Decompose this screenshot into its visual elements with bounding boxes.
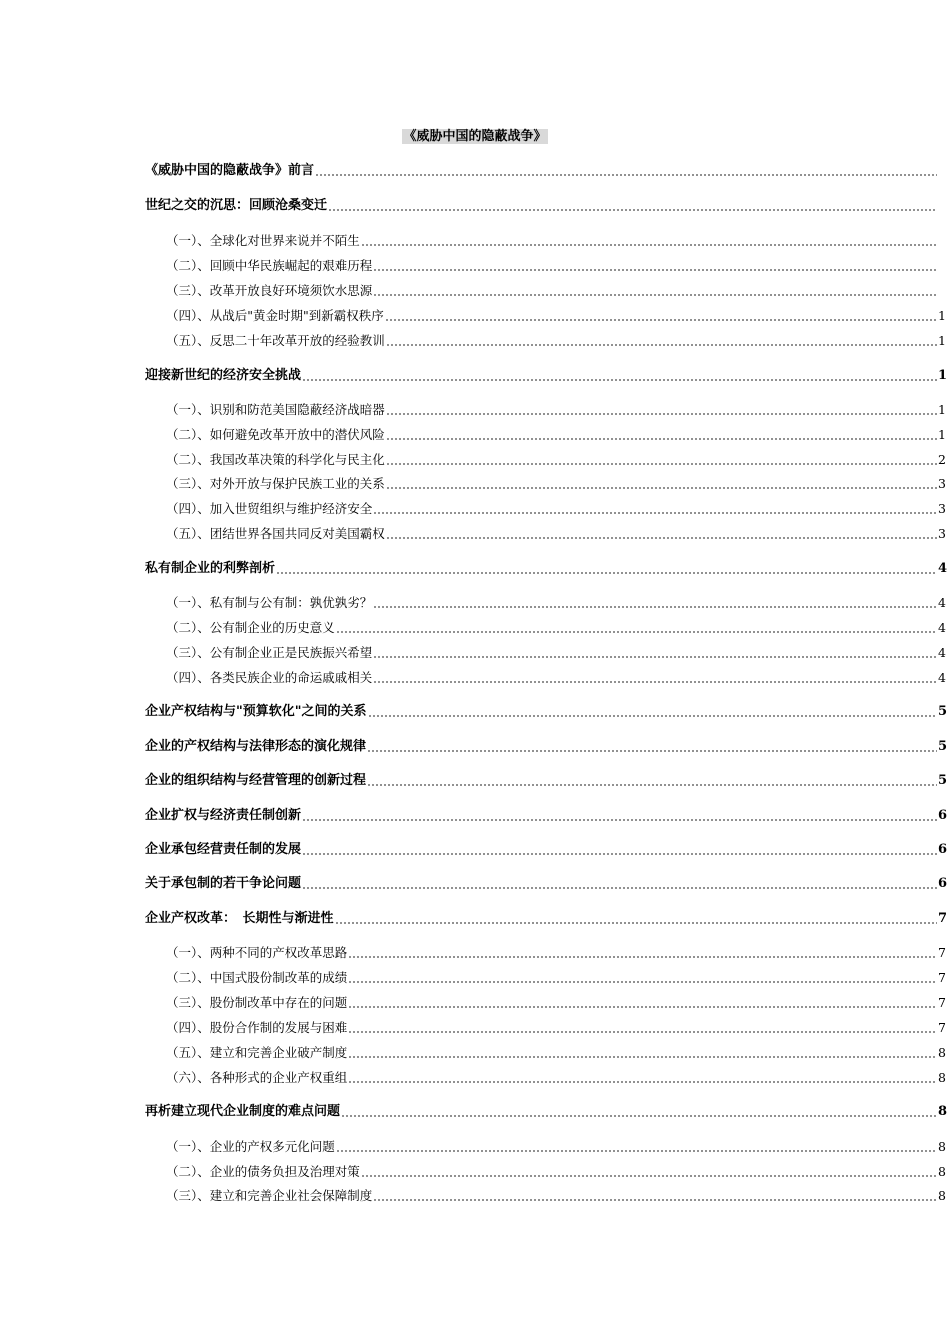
toc-entry-title: （五）、反思二十年改革开放的经验教训	[166, 333, 385, 348]
toc-chapter-entry[interactable]	[145, 873, 950, 893]
toc-dot-leader	[373, 606, 937, 608]
toc-chapter-entry[interactable]	[145, 1101, 950, 1121]
toc-entry-title: 世纪之交的沉思：回顾沧桑变迁	[145, 198, 328, 213]
toc-page-number: 1	[938, 402, 946, 417]
toc-entry-title: （二）、中国式股份制改革的成绩	[166, 970, 348, 985]
toc-dot-leader	[348, 1031, 937, 1033]
toc-chapter-entry[interactable]	[145, 558, 950, 578]
toc-section-entry[interactable]	[166, 1136, 950, 1156]
toc-entry-title: 企业承包经营责任制的发展	[145, 842, 302, 857]
document-title	[0, 128, 950, 146]
toc-entry-title: （三）、股份制改革中存在的问题	[166, 995, 348, 1010]
toc-page-number: 4	[938, 620, 946, 635]
toc-dot-leader	[348, 981, 937, 983]
toc-dot-leader	[386, 344, 937, 346]
toc-page-number: 1	[938, 427, 946, 442]
toc-dot-leader	[373, 294, 937, 296]
toc-entry-title: （一）、两种不同的产权改革思路	[166, 945, 348, 960]
toc-page-number: 7	[938, 970, 946, 985]
toc-dot-leader	[302, 853, 937, 855]
toc-dot-leader	[302, 379, 937, 381]
toc-dot-leader	[361, 1175, 937, 1177]
toc-page-number: 8	[938, 1045, 946, 1060]
toc-dot-leader	[373, 512, 937, 514]
toc-page-number: 6	[938, 808, 948, 823]
toc-entry-title: 企业产权结构与"预算软化"之间的关系	[145, 704, 367, 719]
toc-page-number: 7	[938, 1020, 946, 1035]
toc-entry-title: （二）、如何避免改革开放中的潜伏风险	[166, 427, 385, 442]
toc-entry-title: （一）、全球化对世界来说并不陌生	[166, 233, 360, 248]
toc-dot-leader	[348, 1081, 937, 1083]
toc-page-number: 7	[938, 911, 948, 926]
toc-page-number: 8	[938, 1070, 946, 1085]
toc-dot-leader	[336, 631, 937, 633]
toc-entry-title: 企业扩权与经济责任制创新	[145, 808, 302, 823]
toc-section-entry[interactable]	[166, 967, 950, 987]
toc-page-number: 2	[938, 452, 946, 467]
toc-section-entry[interactable]	[166, 473, 950, 493]
toc-entry-title: 企业的产权结构与法律形态的演化规律	[145, 739, 367, 754]
toc-entry-title: （三）、对外开放与保护民族工业的关系	[166, 476, 385, 491]
toc-dot-leader	[276, 572, 937, 574]
toc-section-entry[interactable]	[166, 498, 950, 518]
toc-chapter-entry[interactable]	[145, 160, 950, 180]
toc-page-number: 4	[938, 561, 948, 576]
toc-page-number: 1	[938, 333, 946, 348]
toc-section-entry[interactable]	[166, 424, 950, 444]
toc-dot-leader	[361, 244, 937, 246]
toc-page-number: 8	[938, 1139, 946, 1154]
toc-page-number: 1	[938, 308, 946, 323]
toc-chapter-entry[interactable]	[145, 195, 950, 215]
toc-section-entry[interactable]	[166, 667, 950, 687]
toc-dot-leader	[373, 681, 937, 683]
toc-section-entry[interactable]	[166, 642, 950, 662]
toc-section-entry[interactable]	[166, 942, 950, 962]
toc-section-entry[interactable]	[166, 330, 950, 350]
toc-entry-title: （一）、识别和防范美国隐蔽经济战暗器	[166, 402, 385, 417]
toc-entry-title: （四）、股份合作制的发展与困难	[166, 1020, 348, 1035]
toc-page-number: 8	[938, 1188, 946, 1203]
toc-section-entry[interactable]	[166, 449, 950, 469]
toc-dot-leader	[348, 956, 937, 958]
toc-chapter-entry[interactable]	[145, 839, 950, 859]
toc-page-number: 4	[938, 595, 946, 610]
toc-dot-leader	[302, 887, 937, 889]
toc-section-entry[interactable]	[166, 1185, 950, 1205]
toc-entry-title: 企业的组织结构与经营管理的创新过程	[145, 773, 367, 788]
toc-dot-leader	[341, 1115, 937, 1117]
toc-section-entry[interactable]	[166, 255, 950, 275]
toc-dot-leader	[373, 269, 937, 271]
toc-dot-leader	[386, 413, 937, 415]
toc-page-number: 5	[938, 704, 948, 719]
toc-section-entry[interactable]	[166, 1042, 950, 1062]
toc-entry-title: 《威胁中国的隐蔽战争》前言	[145, 163, 315, 178]
toc-chapter-entry[interactable]	[145, 701, 950, 721]
toc-page-number: 6	[938, 876, 948, 891]
toc-chapter-entry[interactable]	[145, 736, 950, 756]
toc-dot-leader	[315, 174, 937, 176]
toc-dot-leader	[373, 1199, 937, 1201]
toc-section-entry[interactable]	[166, 592, 950, 612]
toc-entry-title: （六）、各种形式的企业产权重组	[166, 1070, 348, 1085]
toc-dot-leader	[367, 784, 937, 786]
document-title-text: 《威胁中国的隐蔽战争》	[403, 129, 547, 144]
toc-entry-title: （三）、改革开放良好环境须饮水思源	[166, 283, 373, 298]
toc-dot-leader	[348, 1056, 937, 1058]
toc-page-number: 7	[938, 945, 946, 960]
toc-dot-leader	[386, 463, 937, 465]
toc-chapter-entry[interactable]	[145, 805, 950, 825]
toc-chapter-entry[interactable]	[145, 365, 950, 385]
toc-dot-leader	[367, 750, 937, 752]
toc-dot-leader	[373, 656, 937, 658]
toc-entry-title: 私有制企业的利弊剖析	[145, 561, 276, 576]
toc-dot-leader	[385, 319, 937, 321]
toc-dot-leader	[386, 487, 937, 489]
toc-section-entry[interactable]	[166, 617, 950, 637]
toc-dot-leader	[368, 715, 937, 717]
toc-dot-leader	[386, 537, 937, 539]
toc-section-entry[interactable]	[166, 1161, 950, 1181]
toc-page-number: 3	[938, 526, 946, 541]
toc-page-number: 5	[938, 773, 948, 788]
toc-entry-title: （三）、公有制企业正是民族振兴希望	[166, 645, 373, 660]
toc-entry-title: （四）、从战后"黄金时期"到新霸权秩序	[166, 308, 384, 323]
toc-chapter-entry[interactable]	[145, 908, 950, 928]
toc-entry-title: 企业产权改革： 长期性与渐进性	[145, 911, 334, 926]
toc-section-entry[interactable]	[166, 1017, 950, 1037]
toc-entry-title: （一）、企业的产权多元化问题	[166, 1139, 335, 1154]
toc-entry-title: （五）、团结世界各国共同反对美国霸权	[166, 526, 385, 541]
toc-dot-leader	[302, 819, 937, 821]
toc-entry-title: 关于承包制的若干争论问题	[145, 876, 302, 891]
toc-dot-leader	[328, 209, 937, 211]
toc-page-number: 6	[938, 842, 948, 857]
toc-entry-title: （二）、企业的债务负担及治理对策	[166, 1164, 360, 1179]
toc-page-number: 5	[938, 739, 948, 754]
toc-dot-leader	[386, 438, 937, 440]
toc-entry-title: （二）、公有制企业的历史意义	[166, 620, 335, 635]
toc-page-number: 7	[938, 995, 946, 1010]
toc-section-entry[interactable]	[166, 399, 950, 419]
toc-section-entry[interactable]	[166, 305, 950, 325]
toc-page-number: 8	[938, 1164, 946, 1179]
toc-entry-title: （四）、各类民族企业的命运戚戚相关	[166, 670, 373, 685]
toc-entry-title: （四）、加入世贸组织与维护经济安全	[166, 501, 373, 516]
toc-dot-leader	[336, 1150, 937, 1152]
toc-entry-title: （三）、建立和完善企业社会保障制度	[166, 1188, 373, 1203]
toc-page-number: 3	[938, 501, 946, 516]
toc-dot-leader	[348, 1006, 937, 1008]
toc-dot-leader	[335, 922, 937, 924]
toc-page-number: 4	[938, 670, 946, 685]
toc-entry-title: （一）、私有制与公有制：孰优孰劣？	[166, 595, 373, 610]
toc-section-entry[interactable]	[166, 280, 950, 300]
toc-entry-title: （五）、建立和完善企业破产制度	[166, 1045, 348, 1060]
toc-entry-title: 再析建立现代企业制度的难点问题	[145, 1104, 341, 1119]
toc-page-number: 8	[938, 1104, 948, 1119]
toc-section-entry[interactable]	[166, 992, 950, 1012]
toc-page-number: 1	[938, 368, 948, 383]
toc-chapter-entry[interactable]	[145, 770, 950, 790]
toc-page-number: 3	[938, 476, 946, 491]
toc-entry-title: （二）、我国改革决策的科学化与民主化	[166, 452, 385, 467]
toc-entry-title: 迎接新世纪的经济安全挑战	[145, 368, 302, 383]
toc-section-entry[interactable]	[166, 230, 950, 250]
toc-entry-title: （二）、回顾中华民族崛起的艰难历程	[166, 258, 373, 273]
toc-section-entry[interactable]	[166, 523, 950, 543]
toc-page-number: 4	[938, 645, 946, 660]
toc-section-entry[interactable]	[166, 1067, 950, 1087]
